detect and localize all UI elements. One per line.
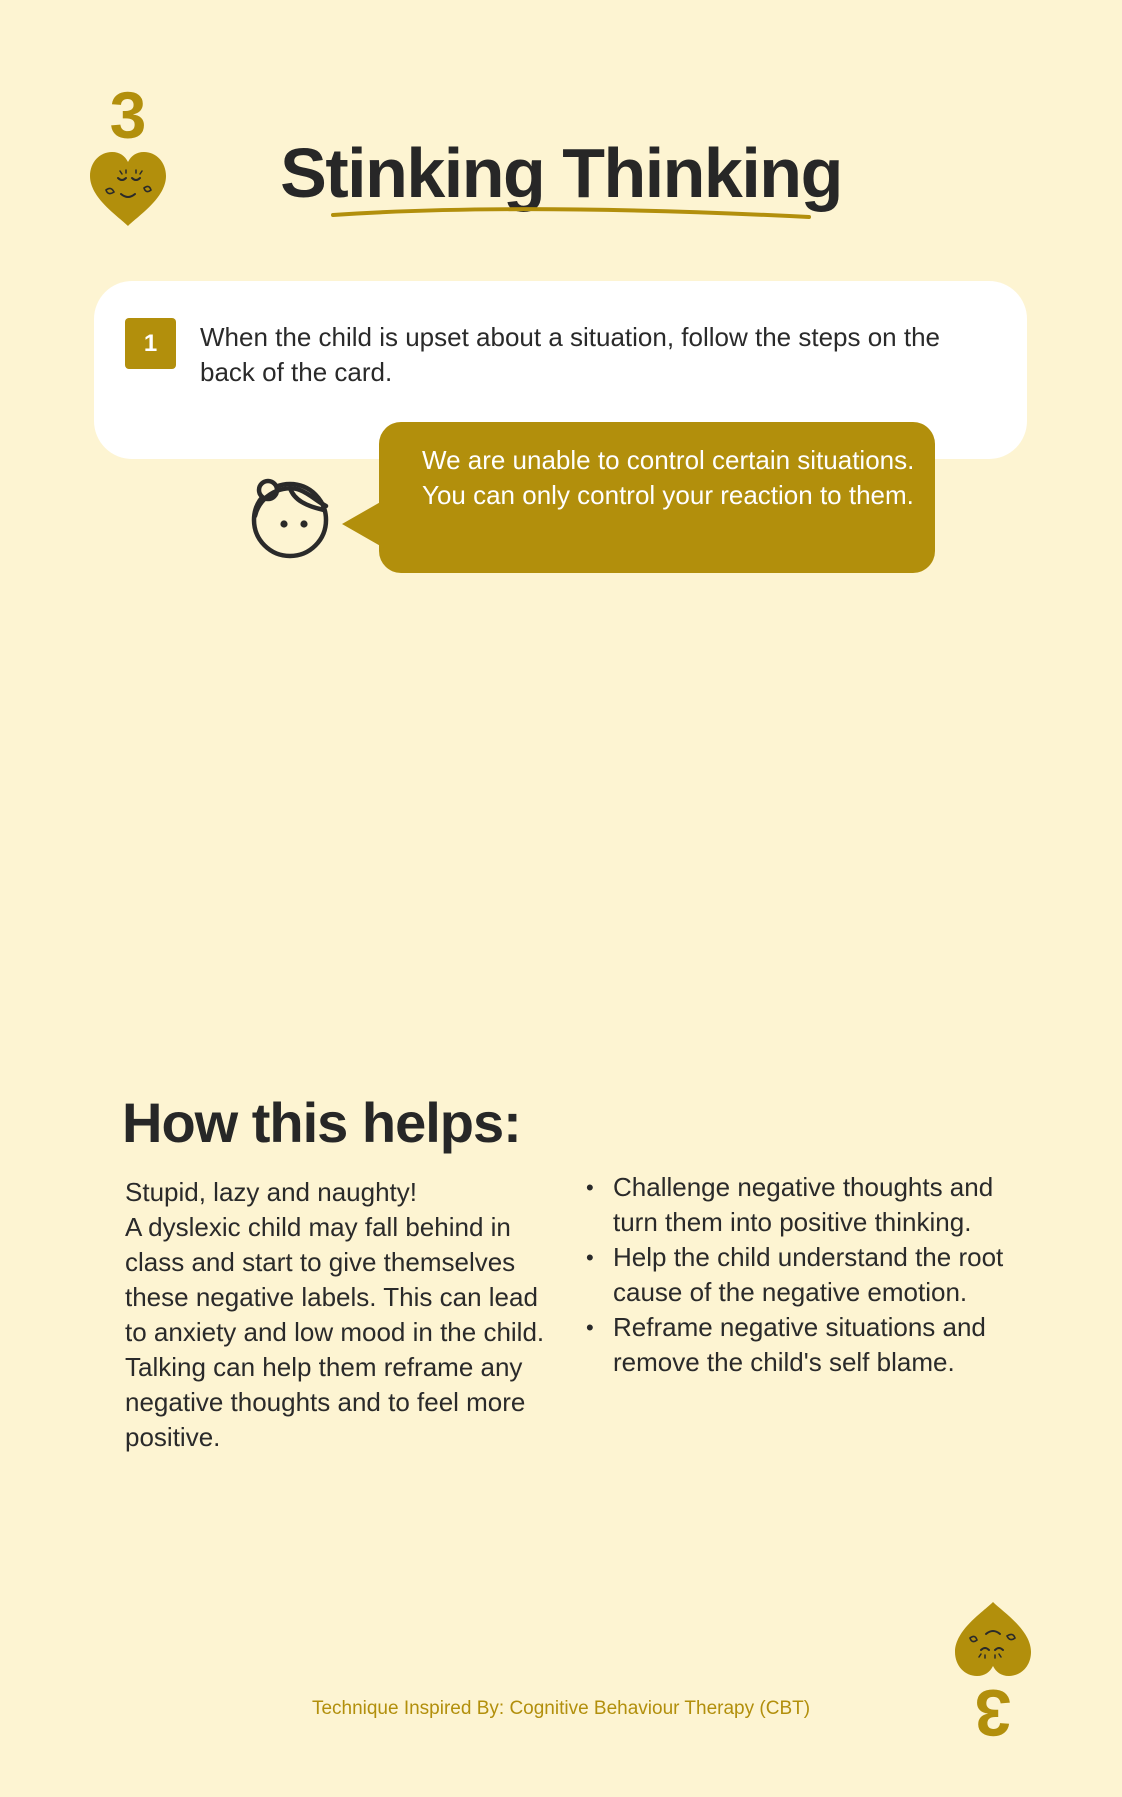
helps-left-column	[125, 1175, 565, 1455]
card-title: Stinking Thinking	[280, 134, 842, 212]
card-number: 3	[974, 1676, 1012, 1750]
child-face-icon	[244, 470, 336, 562]
helps-right-column	[582, 1170, 1012, 1380]
speech-text: We are unable to control certain situations. You can only control your reaction to them.	[422, 445, 915, 510]
footer-credit: Technique Inspired By: Cognitive Behaviour Therapy (CBT)	[311, 1698, 811, 1719]
helps-intro: Stupid, lazy and naughty!	[125, 1177, 417, 1207]
card-number: 3	[109, 78, 147, 152]
section-heading: How this helps:	[122, 1091, 521, 1154]
title-underline	[330, 205, 812, 223]
helps-bullet-list	[582, 1170, 1012, 1380]
speech-bubble-tail	[342, 500, 384, 548]
step-number-badge: 1	[125, 318, 176, 369]
helps-bullet: • Challenge negative thoughts and turn them into positive thinking.	[582, 1170, 1012, 1240]
helps-paragraph: A dyslexic child may fall behind in class and start to give themselves these negative labels. This can lead to anxiety and low mood in the child. Talking can help them reframe any negative thoughts and to feel more positive.	[125, 1212, 545, 1452]
heart-face-icon	[953, 1600, 1033, 1678]
helps-bullet: • Reframe negative situations and remove the child's self blame.	[582, 1310, 1012, 1380]
helps-bullet: • Help the child understand the root cause of the negative emotion.	[582, 1240, 1012, 1310]
card-corner-bottom	[948, 1600, 1038, 1750]
step-text: When the child is upset about a situation, follow the steps on the back of the card.	[200, 322, 941, 387]
